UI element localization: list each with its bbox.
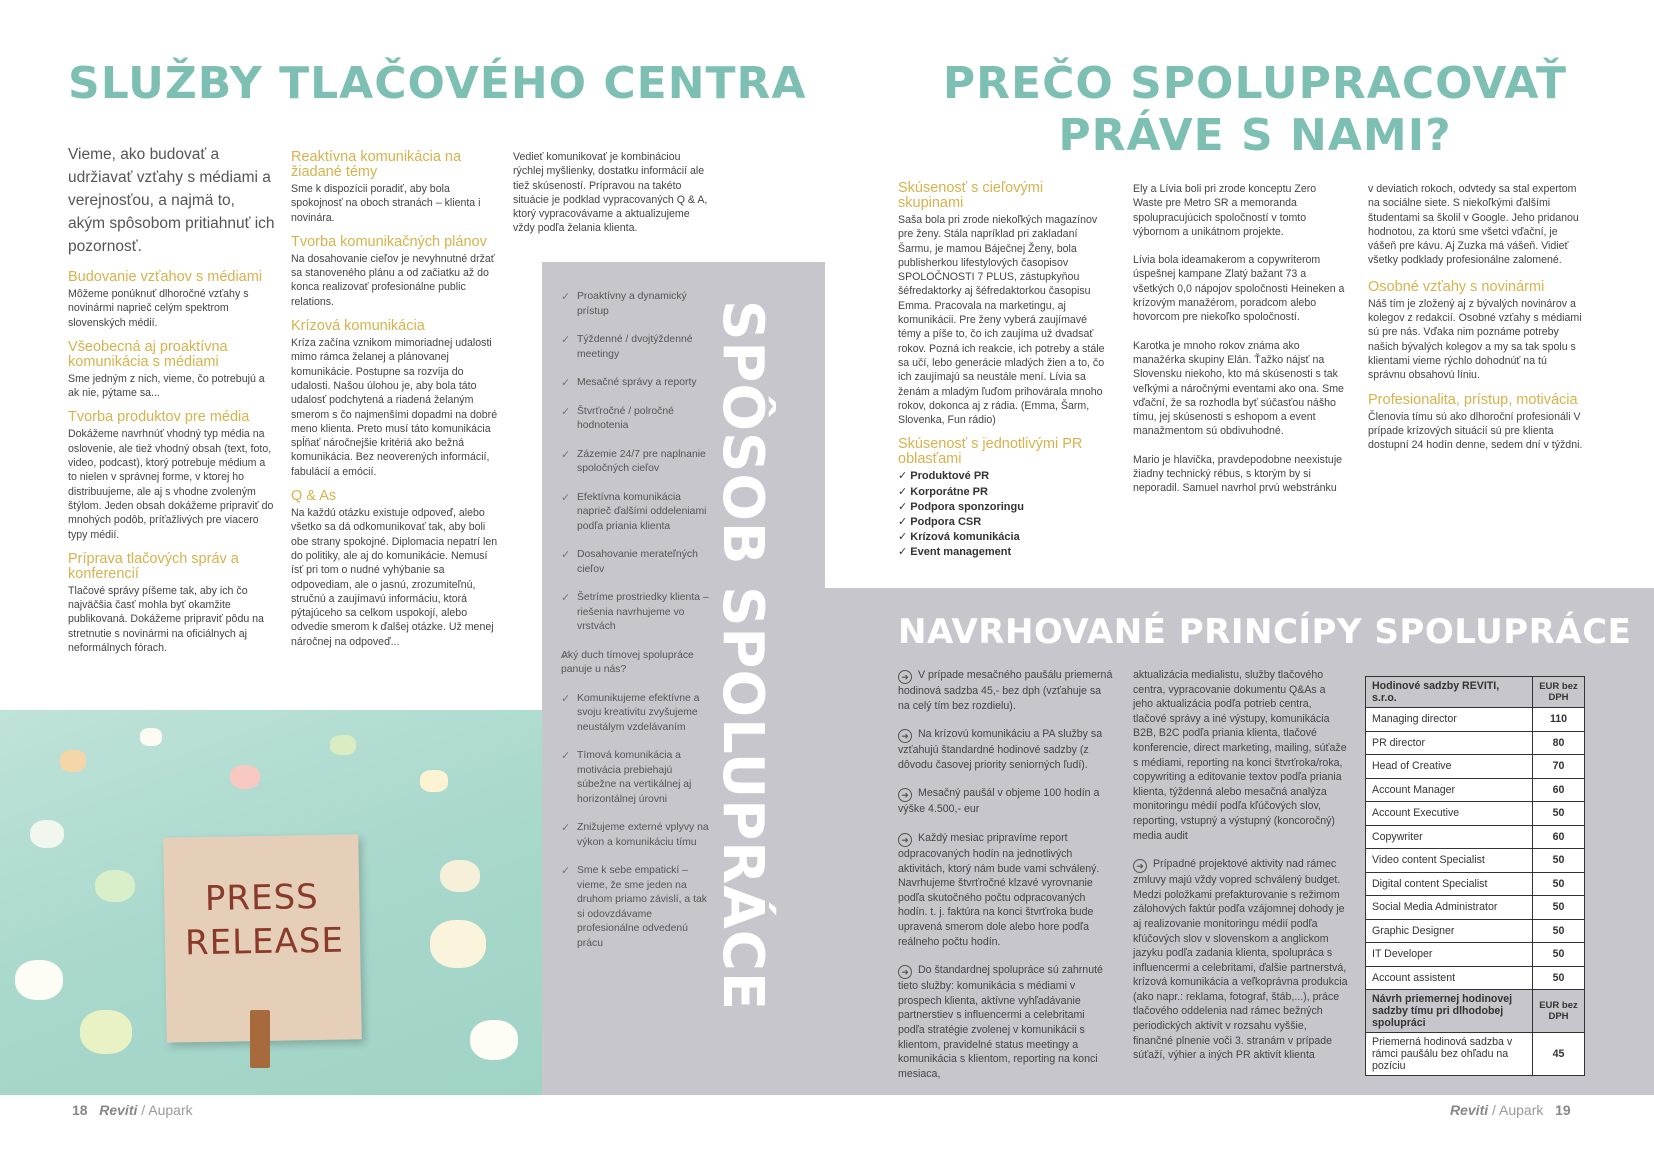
check-item: ✓ Dosahovanie merateľných cieľov xyxy=(561,548,711,577)
table-row xyxy=(1366,872,1585,896)
principle-item xyxy=(898,668,1113,713)
arrow-right-icon: ➜ xyxy=(1133,859,1147,873)
table-row xyxy=(1366,966,1585,990)
rate-cell: 60 xyxy=(1533,778,1585,802)
paper-ball xyxy=(430,920,486,968)
sec-heading: Skúsenosť s jednotlivými PR oblasťami xyxy=(898,436,1083,468)
sec-heading: Príprava tlačových správ a konferencií xyxy=(68,550,239,582)
right-col2 xyxy=(1133,182,1345,496)
rate-cell: 50 xyxy=(1533,896,1585,920)
page-number: 18 xyxy=(72,1102,88,1118)
left-title: SLUŽBY TLAČOVÉHO CENTRA xyxy=(68,58,807,109)
table-row xyxy=(1366,849,1585,873)
principle-item xyxy=(898,727,1113,772)
list-item: ✓ Korporátne PR xyxy=(898,485,1108,500)
rate-cell: 50 xyxy=(1533,943,1585,967)
paper-ball xyxy=(60,750,86,772)
brand: Reviti xyxy=(99,1102,138,1118)
paper-ball xyxy=(470,1020,518,1060)
left-col1 xyxy=(68,270,276,665)
table-row xyxy=(1366,1033,1585,1076)
sec-heading: Tvorba produktov pre média xyxy=(68,409,250,426)
role-cell: Social Media Administrator xyxy=(1366,896,1533,920)
left-col3: Vedieť komunikovať je kombináciou rýchlej myšlienky, dostatku informácií ale tiež skúseností. Prípravou na takéto situácie je podklad vypracovaných Q & A, ktorý vypracovávame a aktualizujeme vždy podľa želania klienta. xyxy=(513,151,708,235)
list-item: ✓ Krízová komunikácia xyxy=(898,530,1108,545)
role-cell: Managing director xyxy=(1366,708,1533,732)
principle-text: Každý mesiac pripravíme report odpracovaných hodín na jednotlivých aktivitách, ktorý nám bude vami schválený. Navrhujeme štvrťročné klzavé vyrovnanie podľa skutočného počtu odpracovaných hodín. t. j. faktúra na konci štvrťroka bude upravená smerom dole alebo hore podľa reálneho počtu hodín. xyxy=(898,831,1100,948)
brand-sub: / Aupark xyxy=(141,1102,193,1118)
role-cell: Account assistent xyxy=(1366,966,1533,990)
table-header: Návrh priemernej hodinovej sadzby tímu pri dlhodobej spolupráci xyxy=(1366,990,1533,1033)
sec-heading: Skúsenosť s cieľovými skupinami xyxy=(898,180,1044,211)
sec-text: Tlačové správy píšeme tak, aby ich čo najväčšia časť mohla byť okamžite publikovaná. Dokážeme pripraviť pôdu na stretnutie s novinármi na oficiálnych aj neformálnych fórach. xyxy=(68,584,264,655)
paper-ball xyxy=(420,770,448,792)
principles-title: NAVRHOVANÉ PRINCÍPY SPOLUPRÁCE xyxy=(898,612,1632,652)
check-item: ✓ Znižujeme externé vplyvy na výkon a komunikáciu tímu xyxy=(561,821,711,850)
sec-text: Náš tím je zložený aj z bývalých novinárov a kolegov z redakcií. Osobné vzťahy s médiami sú pre nás. Vďaka nim poznáme potreby našich bývalých kolegov a my sa tak spolu s klientami vieme rýchlo dohodnúť na tú správnu obsahovú líniu. xyxy=(1368,297,1582,382)
clothespin xyxy=(250,1010,270,1068)
table-row xyxy=(1366,896,1585,920)
sec-text: Saša bola pri zrode niekoľkých magazínov pre ženy. Stála napríklad pri zakladaní Šarmu, je mamou Báječnej Ženy, bola publisherkou lifestylových časopisov SPOLOČNOSTI 7 PLUS, zástupkyňou šéfredaktorky aj šéfredaktorkou časopisu Emma. Pracovala na marketingu, aj komunikácii. Pre ženy vyberá zaujímavé témy a píše to, čo ich zaujíma už dvadsať rokov. Pozná ich reakcie, ich potreby a stále sa učí, lebo generácie mladých žien a to, čo ich zaujímajú sa neustále mení. Lívia sa ženám a mladým ľuďom prihovárala mnoho rokov, dokonca aj z rádia. (Emma, Šarm, Slovenka, Fun rádio) xyxy=(898,214,1105,427)
paragraph: Mario je hlavička, pravdepodobne neexistuje žiadny technický rébus, s ktorým by si neporadil. Samuel navrhol prvú webstránku xyxy=(1133,453,1343,495)
rate-cell: 70 xyxy=(1533,755,1585,779)
check-item: ✓ Zázemie 24/7 pre naplnanie spoločných cieľov xyxy=(561,448,711,477)
footer-right xyxy=(1450,1102,1571,1118)
check-item: ✓ Štvrťročné / polročné hodnotenia xyxy=(561,405,711,434)
paper-ball xyxy=(15,960,63,1000)
principle-text: Mesačný paušál v objeme 100 hodín a výške 4.500,- eur xyxy=(898,787,1100,816)
principle-item xyxy=(1133,857,1348,1063)
principle-item: aktualizácia medialistu, služby tlačového centra, vypracovanie dokumentu Q&As a jeho aktualizácia podľa potrieb centra, tlačové správy a iné výstupy, komunikácia B2B, B2C podľa priania klienta, tlačové konferencie, direct marketing, mailing, súťaže s médiami, reporting na konci štvrťroka/roka, copywriting a editovanie textov podľa priania klienta, týždenná alebo mesačná analýza monitoringu médií podľa kľúčových slov, reporting, vstupný a výstupný (koncoročný) media audit xyxy=(1133,669,1347,842)
footer-left xyxy=(72,1102,193,1118)
right-col3 xyxy=(1368,182,1583,462)
role-cell: Head of Creative xyxy=(1366,755,1533,779)
sec-text: Dokážeme navrhnúť vhodný typ média na oslovenie, ale tiež vhodný obsah (text, foto, video, podcast), ktorý potrebuje médium a to nielen v správnej forme, v ktorej ho distribuujeme, ale aj s vhodne zvoleným štýlom. Jeden obsah dokážeme pripraviť do mnohých podôb, príťažlivých pre viacero typy médií. xyxy=(68,428,274,541)
principle-item xyxy=(898,786,1113,817)
table-row xyxy=(1366,825,1585,849)
right-title-line1: PREČO SPOLUPRACOVAŤ xyxy=(942,58,1568,109)
sec-text: Na každú otázku existuje odpoveď, alebo všetko sa dá odkomunikovať tak, aby boli obe strany spokojné. Diplomacia nepatrí len do politiky, ale aj do komunikácie. Nemusí ísť pri tom o nudné vyhýbanie sa odpovediam, ale o jasnú, zrozumiteľnú, stručnú a zaujímavú informáciu, ktorá pýtajúceho sa celkom uspokojí, alebo odvedie smerom k ďalšej otázke. Už menej náročnej na odpoveď... xyxy=(291,507,498,648)
arrow-right-icon: ➜ xyxy=(898,965,912,979)
page-number: 19 xyxy=(1555,1102,1571,1118)
press-release-photo xyxy=(0,710,542,1095)
table-row xyxy=(1366,731,1585,755)
role-cell: Graphic Designer xyxy=(1366,919,1533,943)
principle-item xyxy=(898,963,1113,1081)
check-item: ✓ Proaktívny a dynamický prístup xyxy=(561,290,711,319)
role-cell: Digital content Specialist xyxy=(1366,872,1533,896)
rate-cell: 80 xyxy=(1533,731,1585,755)
right-col1 xyxy=(898,181,1108,571)
principle-item xyxy=(898,831,1113,949)
arrow-right-icon: ➜ xyxy=(898,729,912,743)
table-row xyxy=(1366,708,1585,732)
sec-text: Sme k dispozícii poradiť, aby bola spokojnosť na oboch stranách – klienta i novinára. xyxy=(291,183,481,224)
role-cell: Video content Specialist xyxy=(1366,849,1533,873)
check-item: ✓ Komunikujeme efektívne a svoju kreativitu zvyšujeme neustálym vzdelávaním xyxy=(561,692,711,736)
table-header-currency: EUR bez DPH xyxy=(1533,990,1585,1033)
role-cell: Account Executive xyxy=(1366,802,1533,826)
check-item: ✓ Sme k sebe empatickí – vieme, že sme jeden na druhom priamo závislí, a tak si odovzdávame profesionálne odvedenú prácu xyxy=(561,864,711,951)
paragraph: Karotka je mnoho rokov známa ako manažérka skupiny Elán. Ťažko nájsť na Slovensku niekoho, kto má skúsenosti s tak veľkými a náročnými eventami ako ona. Sme vďační, že sa rozhodla byť súčasťou nášho tímu, jej skúsenosti s eshopom a event manažmentom sú obdivuhodné. xyxy=(1133,339,1344,438)
role-cell: Copywriter xyxy=(1366,825,1533,849)
role-cell: PR director xyxy=(1366,731,1533,755)
paper-ball xyxy=(440,860,480,892)
role-cell: IT Developer xyxy=(1366,943,1533,967)
check-item: ✓ Efektívna komunikácia naprieč ďalšími oddeleniami podľa priania klienta xyxy=(561,491,711,535)
check-item: ✓ Tímová komunikácia a motivácia prebiehajú súbežne na vertikálnej aj horizontálnej úrovni xyxy=(561,749,711,807)
sec-heading: Budovanie vzťahov s médiami xyxy=(68,269,263,285)
sec-heading: Reaktívna komunikácia na žiadané témy xyxy=(291,149,462,180)
brand-sub: / Aupark xyxy=(1492,1102,1544,1118)
paper-ball xyxy=(95,870,135,902)
sec-text: Sme jedným z nich, vieme, čo potrebujú a ak nie, pýtame sa... xyxy=(68,372,265,400)
table-row xyxy=(1366,778,1585,802)
paper-ball xyxy=(140,728,162,746)
table-row xyxy=(1366,802,1585,826)
principles-col1 xyxy=(898,668,1113,1095)
paper-ball xyxy=(80,1010,132,1054)
sec-heading: Všeobecná aj proaktívna komunikácia s médiami xyxy=(68,338,228,370)
rate-cell: 50 xyxy=(1533,849,1585,873)
right-title xyxy=(935,58,1575,162)
principle-text: Na krízovú komunikáciu a PA služby sa vzťahujú štandardné hodinové sadzby (z dôvodu časovej priority seniorných ľudí). xyxy=(898,728,1103,771)
sec-text: Kríza začína vznikom mimoriadnej udalosti mimo rámca želanej a plánovanej komunikácie. Postupne sa rozvíja do udalosti. Našou úlohou je, aby bola táto udalosť podchytená a riadená želaným smerom s čo najmenšími dopadmi na dobré meno klienta. Preto musí táto komunikácia spĺňať náročnejšie kritériá ako bežná komunikácia. Bez neoverených informácií, fabulácií a emócií. xyxy=(291,337,498,478)
table-row xyxy=(1366,943,1585,967)
table-row xyxy=(1366,755,1585,779)
table-header: Hodinové sadzby REVITI, s.r.o. xyxy=(1366,677,1533,708)
arrow-right-icon: ➜ xyxy=(898,670,912,684)
rate-cell: 50 xyxy=(1533,919,1585,943)
intro-text: Vieme, ako budovať a udržiavať vzťahy s médiami a verejnosťou, a najmä to, akým spôsobom pritiahnuť ich pozornosť. xyxy=(68,146,275,255)
sec-heading: Tvorba komunikačných plánov xyxy=(291,233,487,250)
right-title-line2: PRÁVE S NAMI? xyxy=(1058,110,1452,161)
paper-ball xyxy=(330,735,356,755)
check-item: ✓ Týždenné / dvojtýždenné meetingy xyxy=(561,333,711,362)
check-item: ✓ Šetríme prostriedky klienta – riešenia navrhujeme vo vrstvách xyxy=(561,591,711,635)
rates-table xyxy=(1365,676,1585,1076)
rate-cell: 50 xyxy=(1533,966,1585,990)
list-item: ✓ Podpora sponzoringu xyxy=(898,500,1108,515)
principles-col2 xyxy=(1133,668,1348,1077)
pr-areas-list xyxy=(898,469,1108,560)
paragraph: Ely a Lívia boli pri zrode konceptu Zero Waste pre Metro SR a memoranda spolupracujúcich spoločností v tomto výbornom a unikátnom projekte. xyxy=(1133,183,1317,238)
list-item: ✓ Event management xyxy=(898,545,1108,560)
rate-cell: 45 xyxy=(1533,1033,1585,1076)
sec-heading: Krízová komunikácia xyxy=(291,318,425,335)
rate-cell: 50 xyxy=(1533,872,1585,896)
role-cell: Account Manager xyxy=(1366,778,1533,802)
cooperation-checks xyxy=(561,290,711,965)
paragraph: Lívia bola ideamakerom a copywriterom úspešnej kampane Zlatý bažant 73 a všetkých 0,0 nápojov spoločnosti Heineken a krízovým manažérom, poradcom alebo hovorcom pre niekoľko spoločností. xyxy=(1133,254,1345,324)
list-item: ✓ Produktové PR xyxy=(898,469,1108,484)
table-header-currency: EUR bez DPH xyxy=(1533,677,1585,708)
rate-cell: 110 xyxy=(1533,708,1585,732)
sec-text: Na dosahovanie cieľov je nevyhnutné držať sa stanoveného plánu a od začiatku až do konca realizovať profesionálne public relations. xyxy=(291,252,495,308)
brand: Reviti xyxy=(1450,1102,1489,1118)
rate-cell: 60 xyxy=(1533,825,1585,849)
principle-text: Do štandardnej spolupráce sú zahrnuté tieto služby: komunikácia s médiami v prospech klienta, aktívne vyhľadávanie partnerstiev s influencermi a celebritami podľa stratégie zvolenej v komunikácii s klientom, pravidelné status meetingy a komunikácia s klientom, reporting na konci mesiaca, xyxy=(898,964,1103,1080)
sec-text: Môžeme ponúknuť dlhoročné vzťahy s novinármi naprieč celým spektrom slovenských médií. xyxy=(68,288,249,329)
principle-text: V prípade mesačného paušálu priemerná hodinová sadzba 45,- bez dph (vzťahuje sa na celý tím bez rozdielu). xyxy=(898,669,1113,712)
note-text: PRESS RELEASE xyxy=(184,877,345,964)
sec-heading: Profesionalita, prístup, motivácia xyxy=(1368,391,1578,408)
sec-heading: Q & As xyxy=(291,488,337,505)
sec-text: Členovia tímu sú ako dlhoroční profesionáli V prípade krízových situácií sú pre klienta dostupní 24 hodín denne, sedem dní v týždni. xyxy=(1368,410,1583,452)
check-item: ✓ Mesačné správy a reporty xyxy=(561,376,711,391)
arrow-right-icon: ➜ xyxy=(898,788,912,802)
paragraph: v deviatich rokoch, odvtedy sa stal expertom na sociálne siete. S niekoľkými ďalšími študentami sa školil v Google. Jeho pridanou hodnotou, za ktorú sme všetci vďační, je vášeň pre kávu. Aj Zuzka má vášeň. Vidieť všetky podklady profesionálne zalomené. xyxy=(1368,183,1579,267)
paper-ball xyxy=(230,765,260,789)
list-item: ✓ Podpora CSR xyxy=(898,515,1108,530)
rate-cell: 50 xyxy=(1533,802,1585,826)
arrow-right-icon: ➜ xyxy=(898,833,912,847)
paper-ball xyxy=(30,820,64,848)
vertical-title: SPÔSOB SPOLUPRÁCE xyxy=(710,300,775,1012)
left-col2 xyxy=(291,150,498,659)
principle-text: Prípadné projektové aktivity nad rámec zmluvy majú vždy vopred schválený budget. Medzi položkami prefakturovanie s režimom zálohových faktúr podľa vzájomnej dohody je aj realizovanie monitoringu médií podľa kľúčových slov v slovenskom a anglickom jazyku podľa zadania klienta, spolupráca s influencermi a celebritami, ďalšie partnerstvá, krízová komunikácia a veľkoprávna produkcia (ako napr.: reklama, fotograf, štáb,...), práce tlačového oddelenia nad rámec bežných periodických aktivít v rozsahu vyššie, finančné plnenie voči 3. stranám v prípade súťaží, výhier a iných PR aktivít klienta xyxy=(1133,858,1348,1062)
team-question: ✓ Aký duch tímovej spolupráce panuje u nás? xyxy=(561,649,711,678)
table-row xyxy=(1366,919,1585,943)
role-cell: Priemerná hodinová sadzba v rámci paušálu bez ohľadu na pozíciu xyxy=(1366,1033,1533,1076)
sec-heading: Osobné vzťahy s novinármi xyxy=(1368,278,1545,295)
